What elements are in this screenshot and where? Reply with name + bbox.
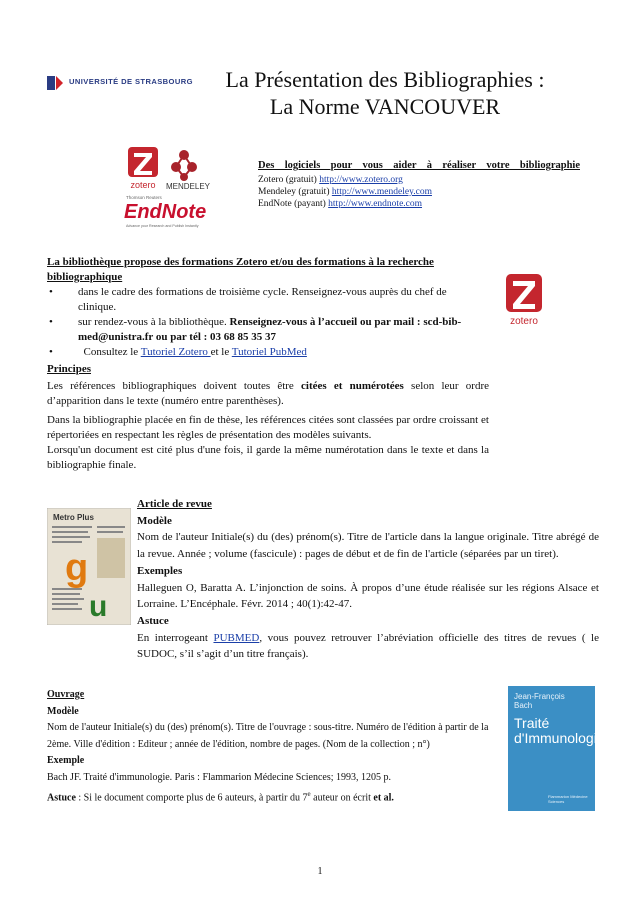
software-links [258, 160, 580, 210]
software-logos [120, 143, 240, 235]
endnote-link[interactable]: http://www.endnote.com [328, 199, 423, 209]
software-item-endnote [258, 198, 580, 210]
list-item [47, 345, 479, 360]
article-exemple-text: Halleguen O, Baratta A. L’injonction de soins. À propos d’une étude réalisée sur les régions Alsace et Lorraine. L’Encéphale. Févr. 2014 ; 40(1):42-47. [137, 581, 599, 611]
mendeley-logo-icon [166, 150, 211, 191]
article-modele-label: Modèle [137, 514, 172, 527]
principes-paragraph-2: Dans la bibliographie placée en fin de thèse, les références citées sont classées par ordre croissant et répertoriées en respectant les règles de présentation des modèles suivants. [47, 414, 489, 441]
title-line-1: La Présentation des Bibliographies : [225, 67, 545, 92]
ouvrage-section [47, 687, 502, 807]
article-heading: Article de revue [137, 498, 212, 510]
article-astuce-label: Astuce [137, 614, 169, 627]
magazine-letter-u: u [89, 590, 108, 623]
mendeley-link[interactable]: http://www.mendeley.com [331, 187, 432, 197]
article-modele-text: Nom de l'auteur Initiale(s) du (des) prénom(s). Titre de l'article dans la langue originale. Titre abrégé de la revue. Année ; volume (fascicule) : pages de début et de fin de l'article (séparées par un tiret). [137, 531, 599, 561]
software-label: EndNote (payant) [258, 199, 329, 209]
principes-section [47, 362, 489, 473]
title-line-2: La Norme VANCOUVER [269, 94, 501, 119]
software-label: Mendeley (gratuit) [258, 187, 332, 197]
formation-item-text: dans le cadre des formations de troisième cycle. Renseignez-vous auprès du chef de clinique. [78, 286, 447, 313]
magazine-letter-g: g [65, 547, 89, 589]
formation-item-text: et le [210, 346, 232, 358]
emphasis: citées et numérotées [301, 380, 404, 392]
article-astuce-text: En interrogeant PUBMED, vous pouvez retrouver l’abréviation officielle des titres de revues ( le SUDOC, s’il s’agit d’un titre français). [137, 631, 599, 661]
software-logos-graphic [120, 143, 240, 235]
endnote-top-text: Thomson Reuters [126, 195, 162, 200]
pubmed-link[interactable]: PUBMED [213, 631, 260, 644]
principes-paragraph-1: Les références bibliographiques doivent toutes être citées et numérotées selon leur ordre d’apparition dans le texte (numéro entre parenthèses). [47, 380, 489, 407]
ouvrage-modele-label: Modèle [47, 705, 79, 717]
ouvrage-astuce-label: Astuce [47, 792, 76, 804]
contact-info: Renseignez-vous à l’accueil ou par mail : scd-bib-med@unistra.fr ou par tél : 03 68 85 35 37 [78, 316, 462, 343]
ouvrage-heading: Ouvrage [47, 689, 85, 700]
ouvrage-astuce: Astuce : Si le document comporte plus de 6 auteurs, à partir du 7e auteur on écrit et al. [47, 790, 394, 804]
formation-heading: La bibliothèque propose des formations Zotero et/ou des formations à la recherche bibliographique [47, 256, 434, 283]
magazine-brand: Metro Plus [53, 513, 94, 522]
book-author: Jean-François Bach [514, 692, 565, 710]
ouvrage-modele-text: Nom de l'auteur Initiale(s) du (des) prénom(s). Titre de l'ouvrage : sous-titre. Numéro de l'édition à partir de la 2ème. Ville d'édition : Editeur ; année de l'édition, nombre de pages. (Nom de la collection ; n°) [47, 722, 489, 750]
formation-item-text: sur rendez-vous à la bibliothèque. [78, 316, 230, 328]
article-exemples-label: Exemples [137, 564, 183, 577]
university-mark-icon [45, 74, 65, 92]
zotero-icon-label: zotero [510, 316, 538, 327]
zotero-logo-icon [128, 147, 158, 190]
tutoriel-zotero-link[interactable]: Tutoriel Zotero [140, 346, 211, 358]
zotero-logo-right [500, 272, 548, 328]
software-heading: Des logiciels pour vous aider à réaliser votre bibliographie [258, 160, 580, 171]
list-item [47, 285, 479, 315]
university-logo [45, 72, 193, 94]
zotero-logo-text: zotero [130, 180, 156, 190]
software-item-mendeley [258, 186, 580, 198]
zotero-link[interactable]: http://www.zotero.org [319, 175, 403, 185]
formation-item-text: Consultez le [83, 346, 141, 358]
formation-list [47, 285, 479, 360]
principes-paragraph-3: Lorsqu'un document est cité plus d'une fois, il garde la même numérotation dans le texte et dans la bibliographie finale. [47, 444, 489, 471]
ouvrage-exemple-text: Bach JF. Traité d'immunologie. Paris : Flammarion Médecine Sciences; 1993, 1205 p. [47, 771, 392, 783]
formation-section [47, 255, 479, 360]
endnote-logo-text: EndNote [124, 201, 207, 223]
endnote-logo-icon [124, 195, 206, 228]
ouvrage-exemple-label: Exemple [47, 755, 85, 766]
book-publisher: Flammarion Médecine Sciences [548, 794, 588, 804]
software-label: Zotero (gratuit) [258, 175, 320, 185]
book-cover [508, 686, 605, 811]
article-section [137, 496, 599, 663]
magazine-illustration [47, 508, 131, 625]
principes-heading: Principes [47, 363, 91, 375]
page-number: 1 [317, 866, 323, 877]
page-title [180, 66, 590, 120]
endnote-tagline: Advance your Research and Publish Instantly [126, 224, 199, 228]
book-title: Traité d'Immunologie [514, 715, 605, 746]
university-name: UNIVERSITÉ DE STRASBOURG [69, 77, 193, 86]
list-item [47, 315, 479, 345]
software-item-zotero [258, 174, 580, 186]
mendeley-logo-text: MENDELEY [165, 182, 211, 191]
tutoriel-pubmed-link[interactable]: Tutoriel PubMed [231, 346, 307, 358]
magazine-image [47, 508, 131, 625]
zotero-icon [500, 272, 548, 328]
